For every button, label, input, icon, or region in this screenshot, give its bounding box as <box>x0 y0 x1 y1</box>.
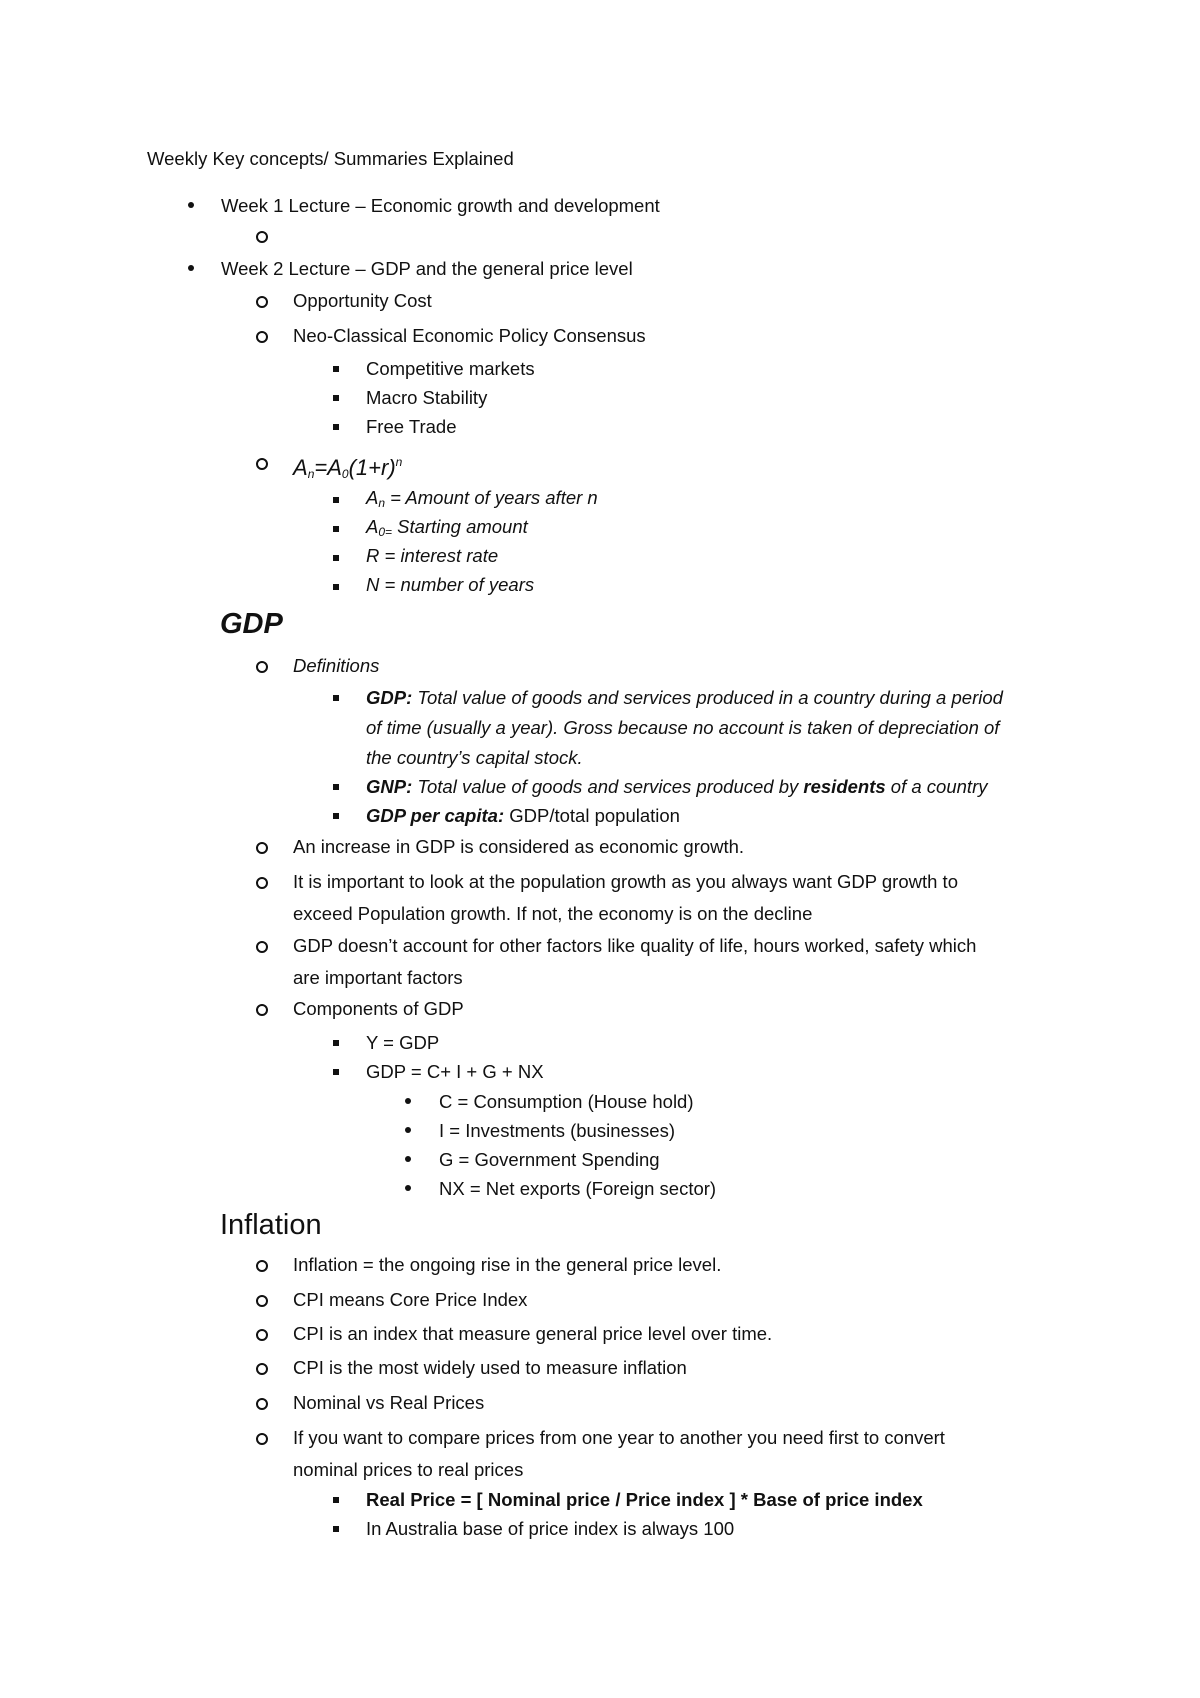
bullet-circle <box>256 941 268 953</box>
bullet-square <box>333 366 339 372</box>
week2-heading: Week 2 Lecture – GDP and the general price level <box>221 258 633 279</box>
neo-item: Macro Stability <box>366 387 488 408</box>
formula-var: $A_n$ = Amount of years after n <box>366 487 598 510</box>
component-item: G = Government Spending <box>439 1149 660 1170</box>
gdp-increase: An increase in GDP is considered as economic growth. <box>293 836 745 857</box>
neo-item: Competitive markets <box>366 358 535 379</box>
bullet-circle <box>256 331 268 343</box>
bullet-circle <box>256 1398 268 1410</box>
formula-var: $A_{0=}$ Starting amount <box>366 516 528 539</box>
formula-var: R = interest rate <box>366 545 499 566</box>
neo-classical: Neo-Classical Economic Policy Consensus <box>293 325 646 346</box>
bullet-disc <box>188 265 194 271</box>
bullet-square <box>333 813 339 819</box>
gdp-other-factors: GDP doesn’t account for other factors like quality of life, hours worked, safety which <box>293 935 977 956</box>
gdp-population: It is important to look at the population growth as you always want GDP growth to <box>293 871 958 892</box>
bullet-circle <box>256 1329 268 1341</box>
bullet-circle <box>256 1260 268 1272</box>
gdp-other-factors-cont: are important factors <box>293 967 463 988</box>
gdp-population-cont: exceed Population growth. If not, the economy is on the decline <box>293 903 813 924</box>
bullet-circle <box>256 1363 268 1375</box>
inflation-item: Inflation = the ongoing rise in the general price level. <box>293 1254 722 1275</box>
inflation-compare: If you want to compare prices from one year to another you need first to convert <box>293 1427 945 1448</box>
inflation-heading: Inflation <box>220 1209 322 1241</box>
def-gdp-per-capita: GDP per capita: GDP/total population <box>366 805 680 826</box>
inflation-item: CPI is the most widely used to measure inflation <box>293 1357 687 1378</box>
inflation-item: Nominal vs Real Prices <box>293 1392 485 1413</box>
component-item: NX = Net exports (Foreign sector) <box>439 1178 717 1199</box>
def-gdp-cont: of time (usually a year). Gross because no account is taken of depreciation of <box>366 717 1000 738</box>
component-item: I = Investments (businesses) <box>439 1120 675 1141</box>
bullet-circle <box>256 296 268 308</box>
week1-heading: Week 1 Lecture – Economic growth and development <box>221 195 660 216</box>
compound-formula: $A_n=A_0(1+r)^n$ <box>293 455 403 481</box>
definitions-label: Definitions <box>293 655 380 676</box>
gdp-components: Components of GDP <box>293 998 464 1019</box>
real-price-formula: Real Price = [ Nominal price / Price index ] * Base of price index <box>366 1489 923 1510</box>
bullet-circle <box>256 877 268 889</box>
bullet-square <box>333 395 339 401</box>
bullet-circle <box>256 842 268 854</box>
bullet-disc <box>188 202 194 208</box>
bullet-disc <box>405 1185 411 1191</box>
bullet-square <box>333 1497 339 1503</box>
def-gdp: GDP: Total value of goods and services produced in a country during a period <box>366 687 1003 708</box>
gdp-equation: GDP = C+ I + G + NX <box>366 1061 544 1082</box>
bullet-square <box>333 1526 339 1532</box>
opportunity-cost: Opportunity Cost <box>293 290 432 311</box>
inflation-compare-cont: nominal prices to real prices <box>293 1459 524 1480</box>
inflation-item: CPI means Core Price Index <box>293 1289 528 1310</box>
bullet-square <box>333 526 339 532</box>
bullet-square <box>333 555 339 561</box>
bullet-square <box>333 424 339 430</box>
bullet-square <box>333 784 339 790</box>
bullet-circle <box>256 231 268 243</box>
def-gdp-cont: the country’s capital stock. <box>366 747 583 768</box>
neo-item: Free Trade <box>366 416 457 437</box>
bullet-circle <box>256 458 268 470</box>
bullet-disc <box>405 1098 411 1104</box>
bullet-circle <box>256 1433 268 1445</box>
component-item: C = Consumption (House hold) <box>439 1091 694 1112</box>
australia-base: In Australia base of price index is always 100 <box>366 1518 735 1539</box>
bullet-square <box>333 695 339 701</box>
bullet-square <box>333 584 339 590</box>
bullet-square <box>333 1069 339 1075</box>
bullet-circle <box>256 1004 268 1016</box>
bullet-disc <box>405 1127 411 1133</box>
def-gnp: GNP: Total value of goods and services produced by residents of a country <box>366 776 988 797</box>
formula-var: N = number of years <box>366 574 535 595</box>
bullet-square <box>333 1040 339 1046</box>
bullet-disc <box>405 1156 411 1162</box>
bullet-square <box>333 497 339 503</box>
gdp-y: Y = GDP <box>366 1032 440 1053</box>
inflation-item: CPI is an index that measure general price level over time. <box>293 1323 773 1344</box>
bullet-circle <box>256 1295 268 1307</box>
gdp-heading: GDP <box>220 608 283 640</box>
document-title: Weekly Key concepts/ Summaries Explained <box>147 148 514 169</box>
bullet-circle <box>256 661 268 673</box>
